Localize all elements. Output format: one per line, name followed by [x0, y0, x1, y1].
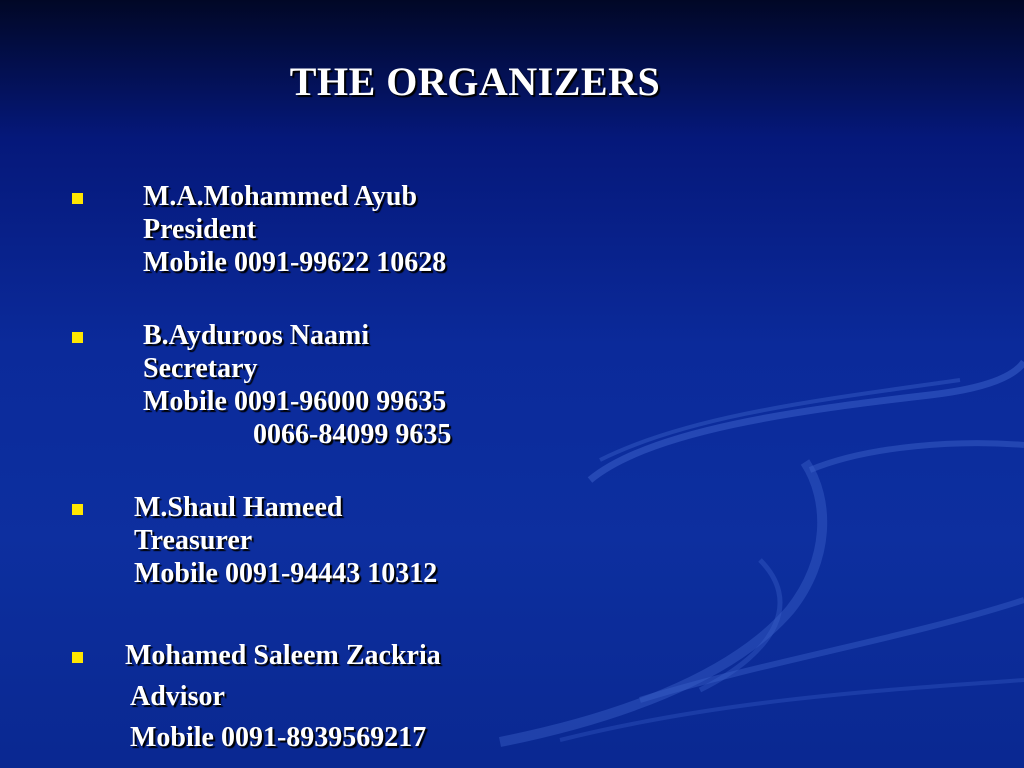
organizer-role: Secretary: [143, 353, 258, 384]
bullet-square-icon: [72, 332, 83, 343]
organizer-role: President: [143, 214, 257, 245]
bullet-square-icon: [72, 504, 83, 515]
bullet-square-icon: [72, 193, 83, 204]
organizer-name: M.A.Mohammed Ayub: [143, 181, 418, 212]
organizer-mobile-alt: 0066-84099 9635: [253, 419, 452, 450]
organizer-mobile: Mobile 0091-99622 10628: [143, 247, 447, 278]
organizer-name: M.Shaul Hameed: [134, 492, 343, 523]
slide-title: THE ORGANIZERS: [289, 59, 661, 104]
organizer-mobile: Mobile 0091-94443 10312: [134, 558, 438, 589]
organizer-name: B.Ayduroos Naami: [143, 320, 370, 351]
organizer-role: Advisor: [130, 681, 225, 712]
bullet-square-icon: [72, 652, 83, 663]
organizer-mobile: Mobile 0091-8939569217: [130, 722, 427, 753]
organizer-name: Mohamed Saleem Zackria: [125, 640, 441, 671]
organizer-role: Treasurer: [134, 525, 253, 556]
organizer-mobile: Mobile 0091-96000 99635: [143, 386, 447, 417]
